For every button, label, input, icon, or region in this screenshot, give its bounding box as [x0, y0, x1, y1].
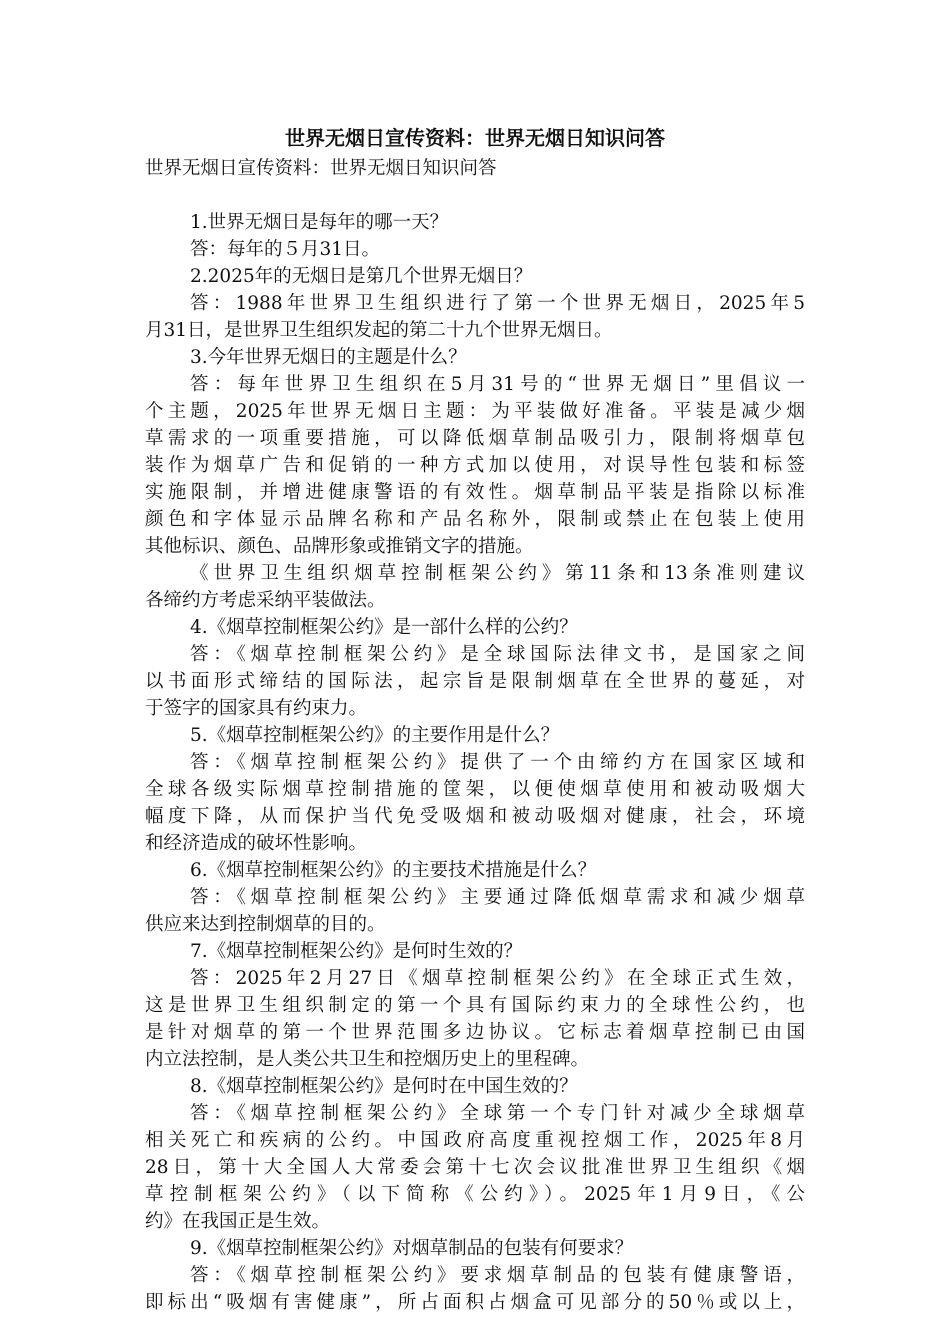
text-line: 幅度下降，从而保护当代免受吸烟和被动吸烟对健康，社会，环境	[145, 806, 805, 827]
text-line: 是针对烟草的第一个世界范围多边协议。它标志着烟草控制已由国	[145, 1022, 805, 1043]
text-line: 28日，第十大全国人大常委会第十七次会议批准世界卫生组织《烟	[145, 1157, 805, 1178]
text-line: 草控制框架公约》（以下简称《公约》）。2025年1月9日，《公	[145, 1184, 805, 1205]
text-line: 1.世界无烟日是每年的哪一天？	[190, 212, 449, 233]
text-line: 实施限制，并增进健康警语的有效性。烟草制品平装是指除以标准	[145, 482, 805, 503]
text-line: 相关死亡和疾病的公约。中国政府高度重视控烟工作，2025年8月	[145, 1130, 805, 1151]
text-line: 答：《烟草控制框架公约》是全球国际法律文书，是国家之间	[190, 644, 805, 665]
text-line: 即标出“吸烟有害健康”，所占面积占烟盒可见部分的50％或以上，	[145, 1292, 805, 1313]
text-line: 草需求的一项重要措施，可以降低烟草制品吸引力，限制将烟草包	[145, 428, 805, 449]
text-line: 答：2025年2月27日《烟草控制框架公约》在全球正式生效，	[190, 968, 805, 989]
document-subtitle: 世界无烟日宣传资料：世界无烟日知识问答	[145, 158, 497, 179]
text-line: 各缔约方考虑采纳平装做法。	[145, 590, 386, 611]
text-line: 约》在我国正是生效。	[145, 1211, 331, 1232]
text-line: 答：《烟草控制框架公约》要求烟草制品的包装有健康警语，	[190, 1265, 805, 1286]
text-line: 6.《烟草控制框架公约》的主要技术措施是什么？	[190, 860, 597, 881]
text-line: 供应来达到控制烟草的目的。	[145, 914, 386, 935]
document-page	[145, 121, 805, 1316]
document-title: 世界无烟日宣传资料：世界无烟日知识问答	[285, 126, 665, 150]
text-line: 9.《烟草控制框架公约》对烟草制品的包装有何要求？	[190, 1238, 634, 1259]
blank-line	[145, 182, 805, 209]
text-line: 这是世界卫生组织制定的第一个具有国际约束力的全球性公约，也	[145, 995, 805, 1016]
text-line: 答：《烟草控制框架公约》全球第一个专门针对减少全球烟草	[190, 1103, 805, 1124]
text-line: 2.2025年的无烟日是第几个世界无烟日？	[190, 266, 533, 287]
text-line: 答：每年的５月31日。	[190, 239, 381, 260]
text-line: 《世界卫生组织烟草控制框架公约》第11条和13条准则建议	[190, 563, 805, 584]
text-line: 和经济造成的破坏性影响。	[145, 833, 368, 854]
text-line: 于签字的国家具有约束力。	[145, 698, 368, 719]
text-line: 装作为烟草广告和促销的一种方式加以使用，对误导性包装和标签	[145, 455, 805, 476]
text-line: 答：1988年世界卫生组织进行了第一个世界无烟日，2025年5	[190, 293, 805, 314]
text-line: 个主题，2025年世界无烟日主题：为平装做好准备。平装是减少烟	[145, 401, 805, 422]
text-line: 其他标识、颜色、品牌形象或推销文字的措施。	[145, 536, 534, 557]
text-line: 以书面形式缔结的国际法，起宗旨是限制烟草在全世界的蔓延，对	[145, 671, 805, 692]
text-line: 7.《烟草控制框架公约》是何时生效的？	[190, 941, 523, 962]
text-line: 5.《烟草控制框架公约》的主要作用是什么？	[190, 725, 560, 746]
text-line: 全球各级实际烟草控制措施的筐架，以便使烟草使用和被动吸烟大	[145, 779, 805, 800]
text-line: 答：每年世界卫生组织在5月31号的“世界无烟日”里倡议一	[190, 374, 805, 395]
text-line: 4.《烟草控制框架公约》是一部什么样的公约？	[190, 617, 578, 638]
text-line: 3.今年世界无烟日的主题是什么？	[190, 347, 467, 368]
text-line: 答：《烟草控制框架公约》主要通过降低烟草需求和减少烟草	[190, 887, 805, 908]
text-line: 内立法控制，是人类公共卫生和控烟历史上的里程碑。	[145, 1049, 590, 1070]
text-line: 颜色和字体显示品牌名称和产品名称外，限制或禁止在包装上使用	[145, 509, 805, 530]
text-line: 8.《烟草控制框架公约》是何时在中国生效的？	[190, 1076, 578, 1097]
text-line: 月31日，是世界卫生组织发起的第二十九个世界无烟日。	[145, 320, 613, 341]
text-line: 答：《烟草控制框架公约》提供了一个由缔约方在国家区域和	[190, 752, 805, 773]
document-body	[145, 209, 805, 1316]
